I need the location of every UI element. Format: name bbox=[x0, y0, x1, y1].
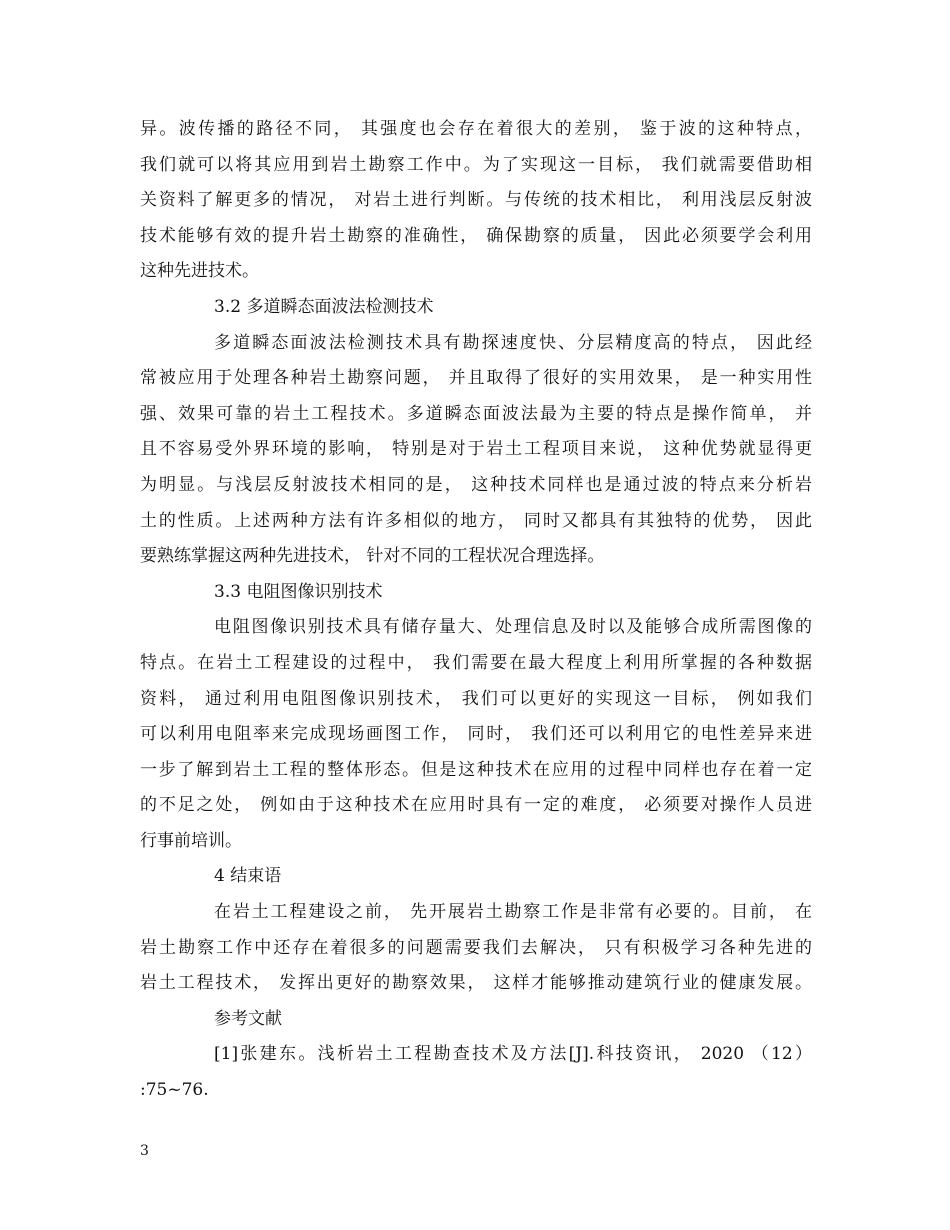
paragraph-line: 多道瞬态面波法检测技术具有勘探速度快、分层精度高的特点， 因此经 bbox=[214, 332, 812, 353]
paragraph-line: 关资料了解更多的情况， 对岩土进行判断。与传统的技术相比， 利用浅层反射波 bbox=[140, 190, 812, 211]
paragraph-line: 要熟练掌握这两种先进技术， 针对不同的工程状况合理选择。 bbox=[140, 546, 605, 567]
paragraph-line: 岩土勘察工作中还存在着很多的问题需要我们去解决， 只有积极学习各种先进的 bbox=[140, 937, 812, 958]
paragraph-line: 土的性质。上述两种方法有许多相似的地方， 同时又都具有其独特的优势， 因此 bbox=[140, 510, 812, 531]
paragraph-line: 为明显。与浅层反射波技术相同的是， 这种技术同样也是通过波的特点来分析岩 bbox=[140, 474, 812, 495]
paragraph-line: 异。波传播的路径不同， 其强度也会存在着很大的差别， 鉴于波的这种特点， bbox=[140, 119, 812, 139]
paragraph-line: 常被应用于处理各种岩土勘察问题， 并且取得了很好的实用效果， 是一种实用性 bbox=[140, 368, 812, 389]
paragraph-line: 一步了解到岩土工程的整体形态。但是这种技术在应用的过程中同样也存在着一定 bbox=[140, 759, 812, 780]
section-heading: 3.2 多道瞬态面波法检测技术 bbox=[214, 296, 434, 317]
paragraph-line: 资料， 通过利用电阻图像识别技术， 我们可以更好的实现这一目标， 例如我们 bbox=[140, 688, 812, 709]
paragraph-line: 可以利用电阻率来完成现场画图工作， 同时， 我们还可以利用它的电性差异来进 bbox=[140, 724, 812, 745]
paragraph-line: 行事前培训。 bbox=[140, 830, 242, 851]
paragraph-line: 电阻图像识别技术具有储存量大、处理信息及时以及能够合成所需图像的 bbox=[214, 617, 812, 638]
paragraph-line: 且不容易受外界环境的影响， 特别是对于岩土工程项目来说， 这种优势就显得更 bbox=[140, 439, 812, 460]
body-text bbox=[140, 112, 812, 1109]
reference-entry: [1]张建东。浅析岩土工程勘查技术及方法[J].科技资讯， 2020 （12） bbox=[214, 1044, 812, 1065]
page-number: 3 bbox=[140, 1143, 149, 1159]
paragraph-line: 岩土工程技术， 发挥出更好的勘察效果， 这样才能够推动建筑行业的健康发展。 bbox=[140, 973, 812, 994]
reference-entry-continued: :75~76. bbox=[140, 1080, 209, 1101]
paragraph-line: 这种先进技术。 bbox=[140, 261, 259, 282]
paragraph-line: 在岩土工程建设之前， 先开展岩土勘察工作是非常有必要的。目前， 在 bbox=[214, 902, 812, 923]
paragraph-line: 技术能够有效的提升岩土勘察的准确性， 确保勘察的质量， 因此必须要学会利用 bbox=[140, 225, 812, 246]
section-heading: 3.3 电阻图像识别技术 bbox=[214, 581, 383, 602]
paragraph-line: 强、效果可靠的岩土工程技术。多道瞬态面波法最为主要的特点是操作简单， 并 bbox=[140, 403, 812, 424]
section-heading: 4 结束语 bbox=[214, 866, 282, 887]
references-heading: 参考文献 bbox=[214, 1008, 282, 1029]
paragraph-line: 特点。在岩土工程建设的过程中， 我们需要在最大程度上利用所掌握的各种数据 bbox=[140, 652, 812, 673]
paragraph-line: 的不足之处， 例如由于这种技术在应用时具有一定的难度， 必须要对操作人员进 bbox=[140, 795, 812, 816]
paragraph-line: 我们就可以将其应用到岩土勘察工作中。为了实现这一目标， 我们就需要借助相 bbox=[140, 154, 812, 175]
